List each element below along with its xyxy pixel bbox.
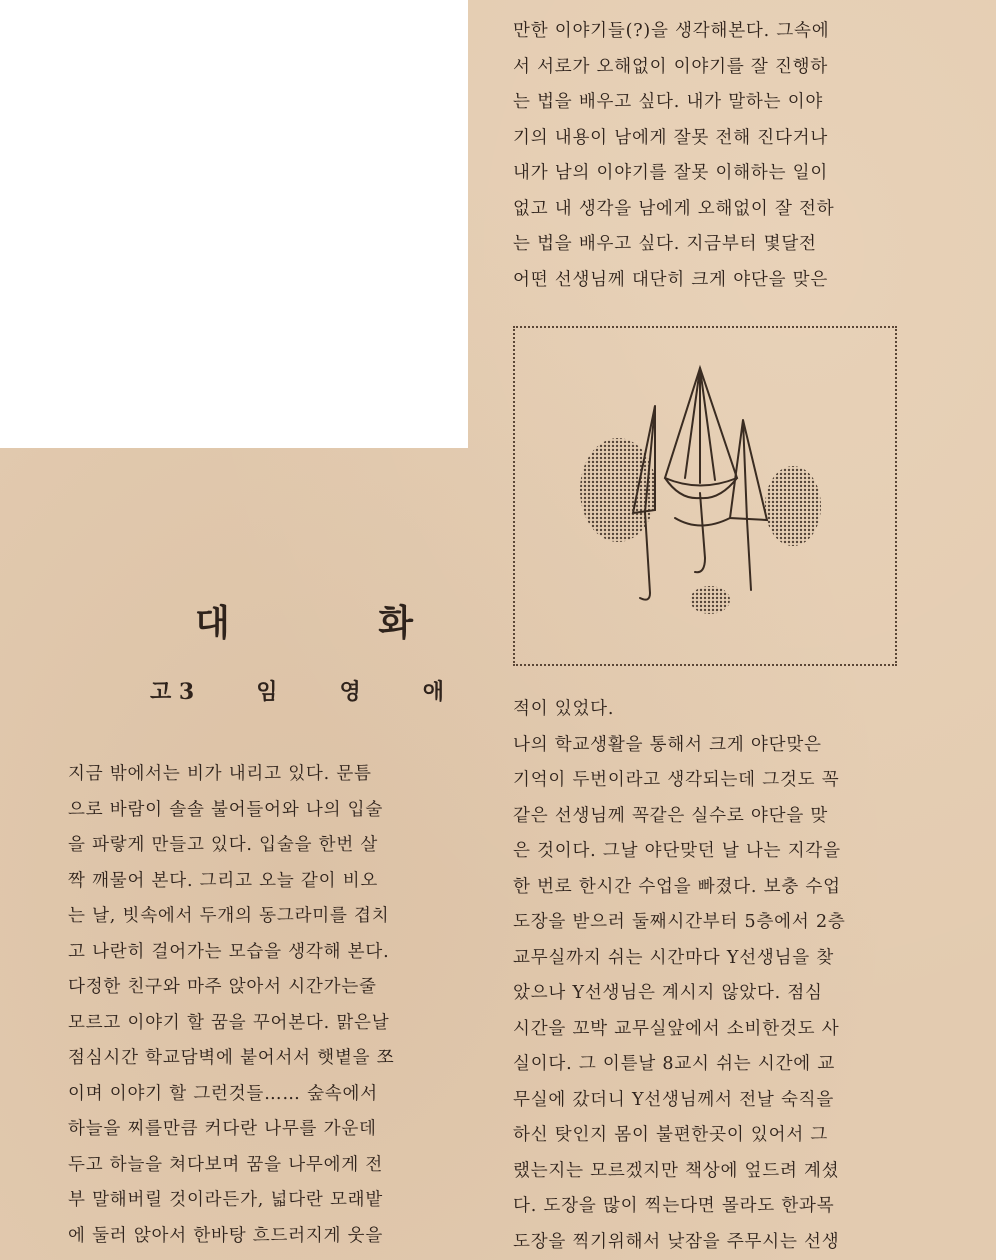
text-line: 하늘을 찌를만큼 커다란 나무를 가운데 bbox=[68, 1119, 377, 1139]
blank-white-area bbox=[0, 0, 468, 448]
text-line: 았으나 Y선생님은 계시지 않았다. 점심 bbox=[513, 983, 823, 1003]
text-line: 시간을 꼬박 교무실앞에서 소비한것도 사 bbox=[513, 1018, 840, 1039]
text-line: 모르고 이야기 할 꿈을 꾸어본다. 맑은날 bbox=[68, 1012, 390, 1033]
byline-grade: 고 3 bbox=[150, 679, 195, 705]
text-line: 나의 학교생활을 통해서 크게 야단맞은 bbox=[513, 734, 822, 755]
byline-name-char: 임 bbox=[256, 679, 278, 705]
right-column-bottom-body bbox=[513, 692, 846, 1260]
text-line: 는 날, 빗속에서 두개의 동그라미를 겹치 bbox=[68, 906, 390, 926]
text-line: 을 파랗게 만들고 있다. 입술을 한번 살 bbox=[68, 835, 379, 855]
text-line: 기의 내용이 남에게 잘못 전해 진다거나 bbox=[513, 127, 829, 148]
left-column-body bbox=[68, 757, 394, 1254]
text-line: 도장을 찍기위해서 낮잠을 주무시는 선생 bbox=[513, 1231, 840, 1252]
text-line: 한 번로 한시간 수업을 빠졌다. 보충 수업 bbox=[513, 876, 841, 897]
text-line: 으로 바람이 솔솔 불어들어와 나의 입술 bbox=[68, 799, 384, 820]
text-line: 고 나란히 걸어가는 모습을 생각해 본다. bbox=[68, 941, 390, 962]
text-line: 만한 이야기들(?)을 생각해본다. 그속에 bbox=[513, 21, 830, 41]
text-line: 다. 도장을 많이 찍는다면 몰라도 한과목 bbox=[513, 1196, 835, 1216]
text-line: 기억이 두번이라고 생각되는데 그것도 꼭 bbox=[513, 770, 840, 790]
text-line: 지금 밖에서는 비가 내리고 있다. 문틈 bbox=[68, 764, 372, 784]
text-line: 무실에 갔더니 Y선생님께서 전날 숙직을 bbox=[513, 1089, 835, 1110]
text-line: 교무실까지 쉬는 시간마다 Y선생님을 찾 bbox=[513, 947, 835, 968]
right-column-top-body bbox=[513, 14, 834, 298]
text-line: 는 법을 배우고 싶다. 내가 말하는 이야 bbox=[513, 92, 824, 112]
text-line: 적이 있었다. bbox=[513, 699, 615, 719]
text-line: 에 둘러 앉아서 한바탕 흐드러지게 웃을 bbox=[68, 1225, 384, 1246]
byline bbox=[150, 675, 444, 706]
text-line: 다정한 친구와 마주 앉아서 시간가는줄 bbox=[68, 977, 377, 997]
text-line: 이며 이야기 할 그런것들…… 숲속에서 bbox=[68, 1083, 378, 1104]
umbrellas-drawing-icon bbox=[515, 328, 895, 664]
text-line: 실이다. 그 이튿날 8교시 쉬는 시간에 교 bbox=[513, 1054, 836, 1074]
text-line: 없고 내 생각을 남에게 오해없이 잘 전하 bbox=[513, 198, 835, 219]
text-line: 내가 남의 이야기를 잘못 이해하는 일이 bbox=[513, 163, 829, 183]
text-line: 는 법을 배우고 싶다. 지금부터 몇달전 bbox=[513, 234, 817, 254]
text-line: 짝 깨물어 본다. 그리고 오늘 같이 비오 bbox=[68, 870, 379, 891]
text-line: 은 것이다. 그날 야단맞던 날 나는 지각을 bbox=[513, 841, 841, 861]
text-line: 어떤 선생님께 대단히 크게 야단을 맞은 bbox=[513, 269, 829, 290]
byline-name-char: 영 bbox=[339, 679, 361, 705]
text-line: 하신 탓인지 몸이 불편한곳이 있어서 그 bbox=[513, 1125, 829, 1145]
text-line: 점심시간 학교담벽에 붙어서서 햇볕을 쪼 bbox=[68, 1048, 395, 1068]
text-line: 두고 하늘을 쳐다보며 꿈을 나무에게 전 bbox=[68, 1154, 384, 1175]
article-title: 대 화 bbox=[195, 602, 482, 644]
text-line: 부 말해버릴 것이라든가, 넓다란 모래밭 bbox=[68, 1190, 384, 1210]
byline-name-char: 애 bbox=[422, 679, 445, 705]
text-line: 랬는지는 모르겠지만 책상에 엎드려 계셨 bbox=[513, 1160, 840, 1181]
umbrellas-illustration bbox=[513, 326, 897, 666]
text-line: 도장을 받으러 둘째시간부터 5층에서 2층 bbox=[513, 912, 846, 932]
text-line: 같은 선생님께 꼭같은 실수로 야단을 맞 bbox=[513, 805, 829, 826]
text-line: 서 서로가 오해없이 이야기를 잘 진행하 bbox=[513, 56, 829, 77]
